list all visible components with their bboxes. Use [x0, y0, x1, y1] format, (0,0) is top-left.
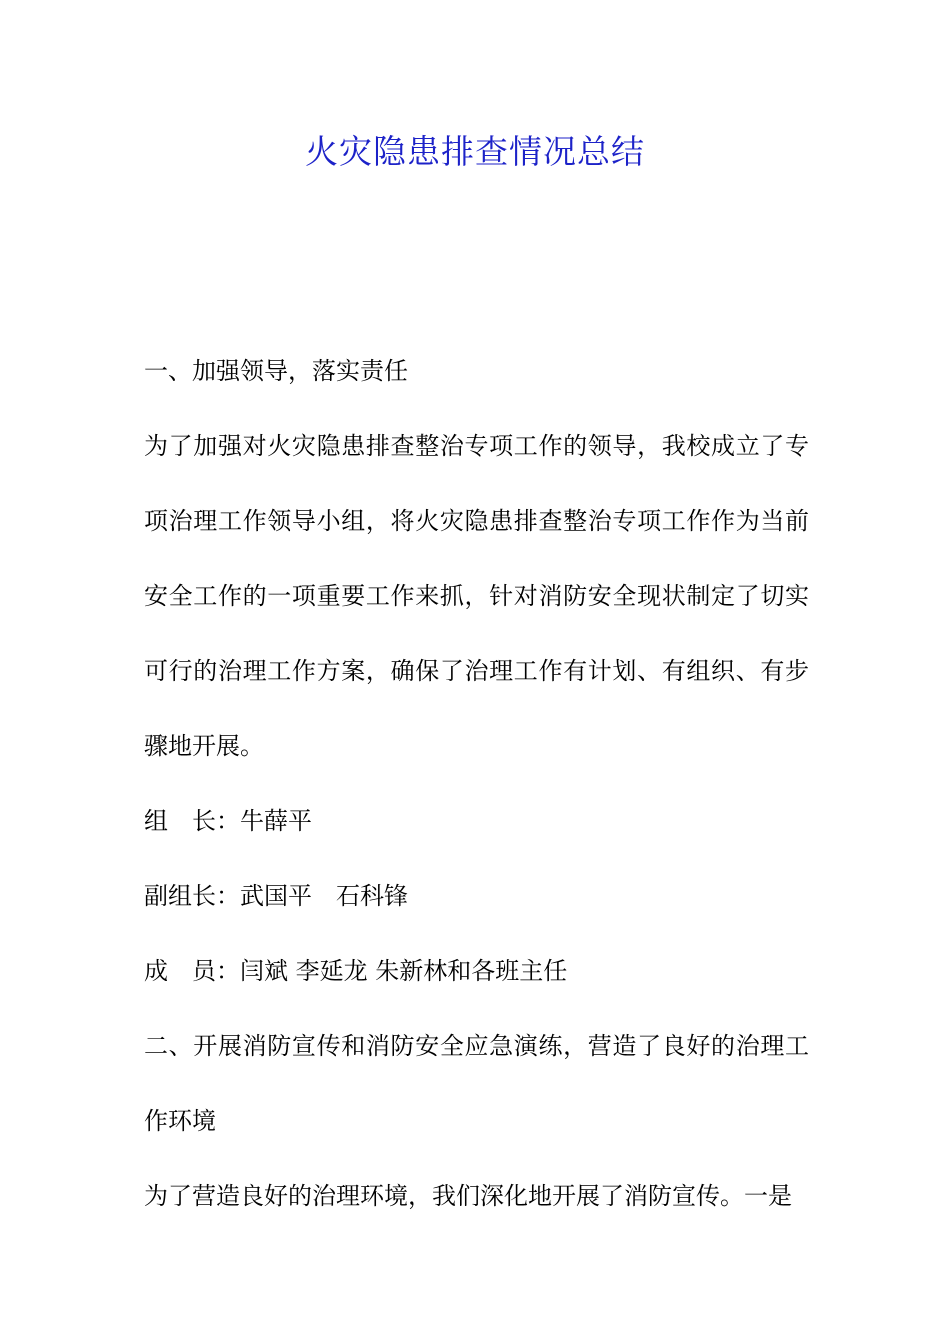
section-heading-2: 二、开展消防宣传和消防安全应急演练，营造了良好的治理工作环境 — [144, 1032, 809, 1135]
paragraph-publicity: 为了营造良好的治理环境，我们深化地开展了消防宣传。一是 — [144, 1182, 792, 1210]
section-heading-1: 一、加强领导，落实责任 — [144, 357, 408, 385]
team-leader-line: 组 长：牛薛平 — [144, 807, 312, 835]
deputy-leader-line: 副组长：武国平 石科锋 — [144, 882, 408, 910]
document-body — [144, 334, 809, 1234]
members-line: 成 员：闫斌 李延龙 朱新林和各班主任 — [144, 957, 568, 985]
paragraph-leadership: 为了加强对火灾隐患排查整治专项工作的领导，我校成立了专项治理工作领导小组，将火灾隐患排查整治专项工作作为当前安全工作的一项重要工作来抓，针对消防安全现状制定了切实可行的治理工作方案，确保了治理工作有计划、有组织、有步骤地开展。 — [144, 432, 809, 760]
document-title: 火灾隐患排查情况总结 — [305, 132, 645, 171]
